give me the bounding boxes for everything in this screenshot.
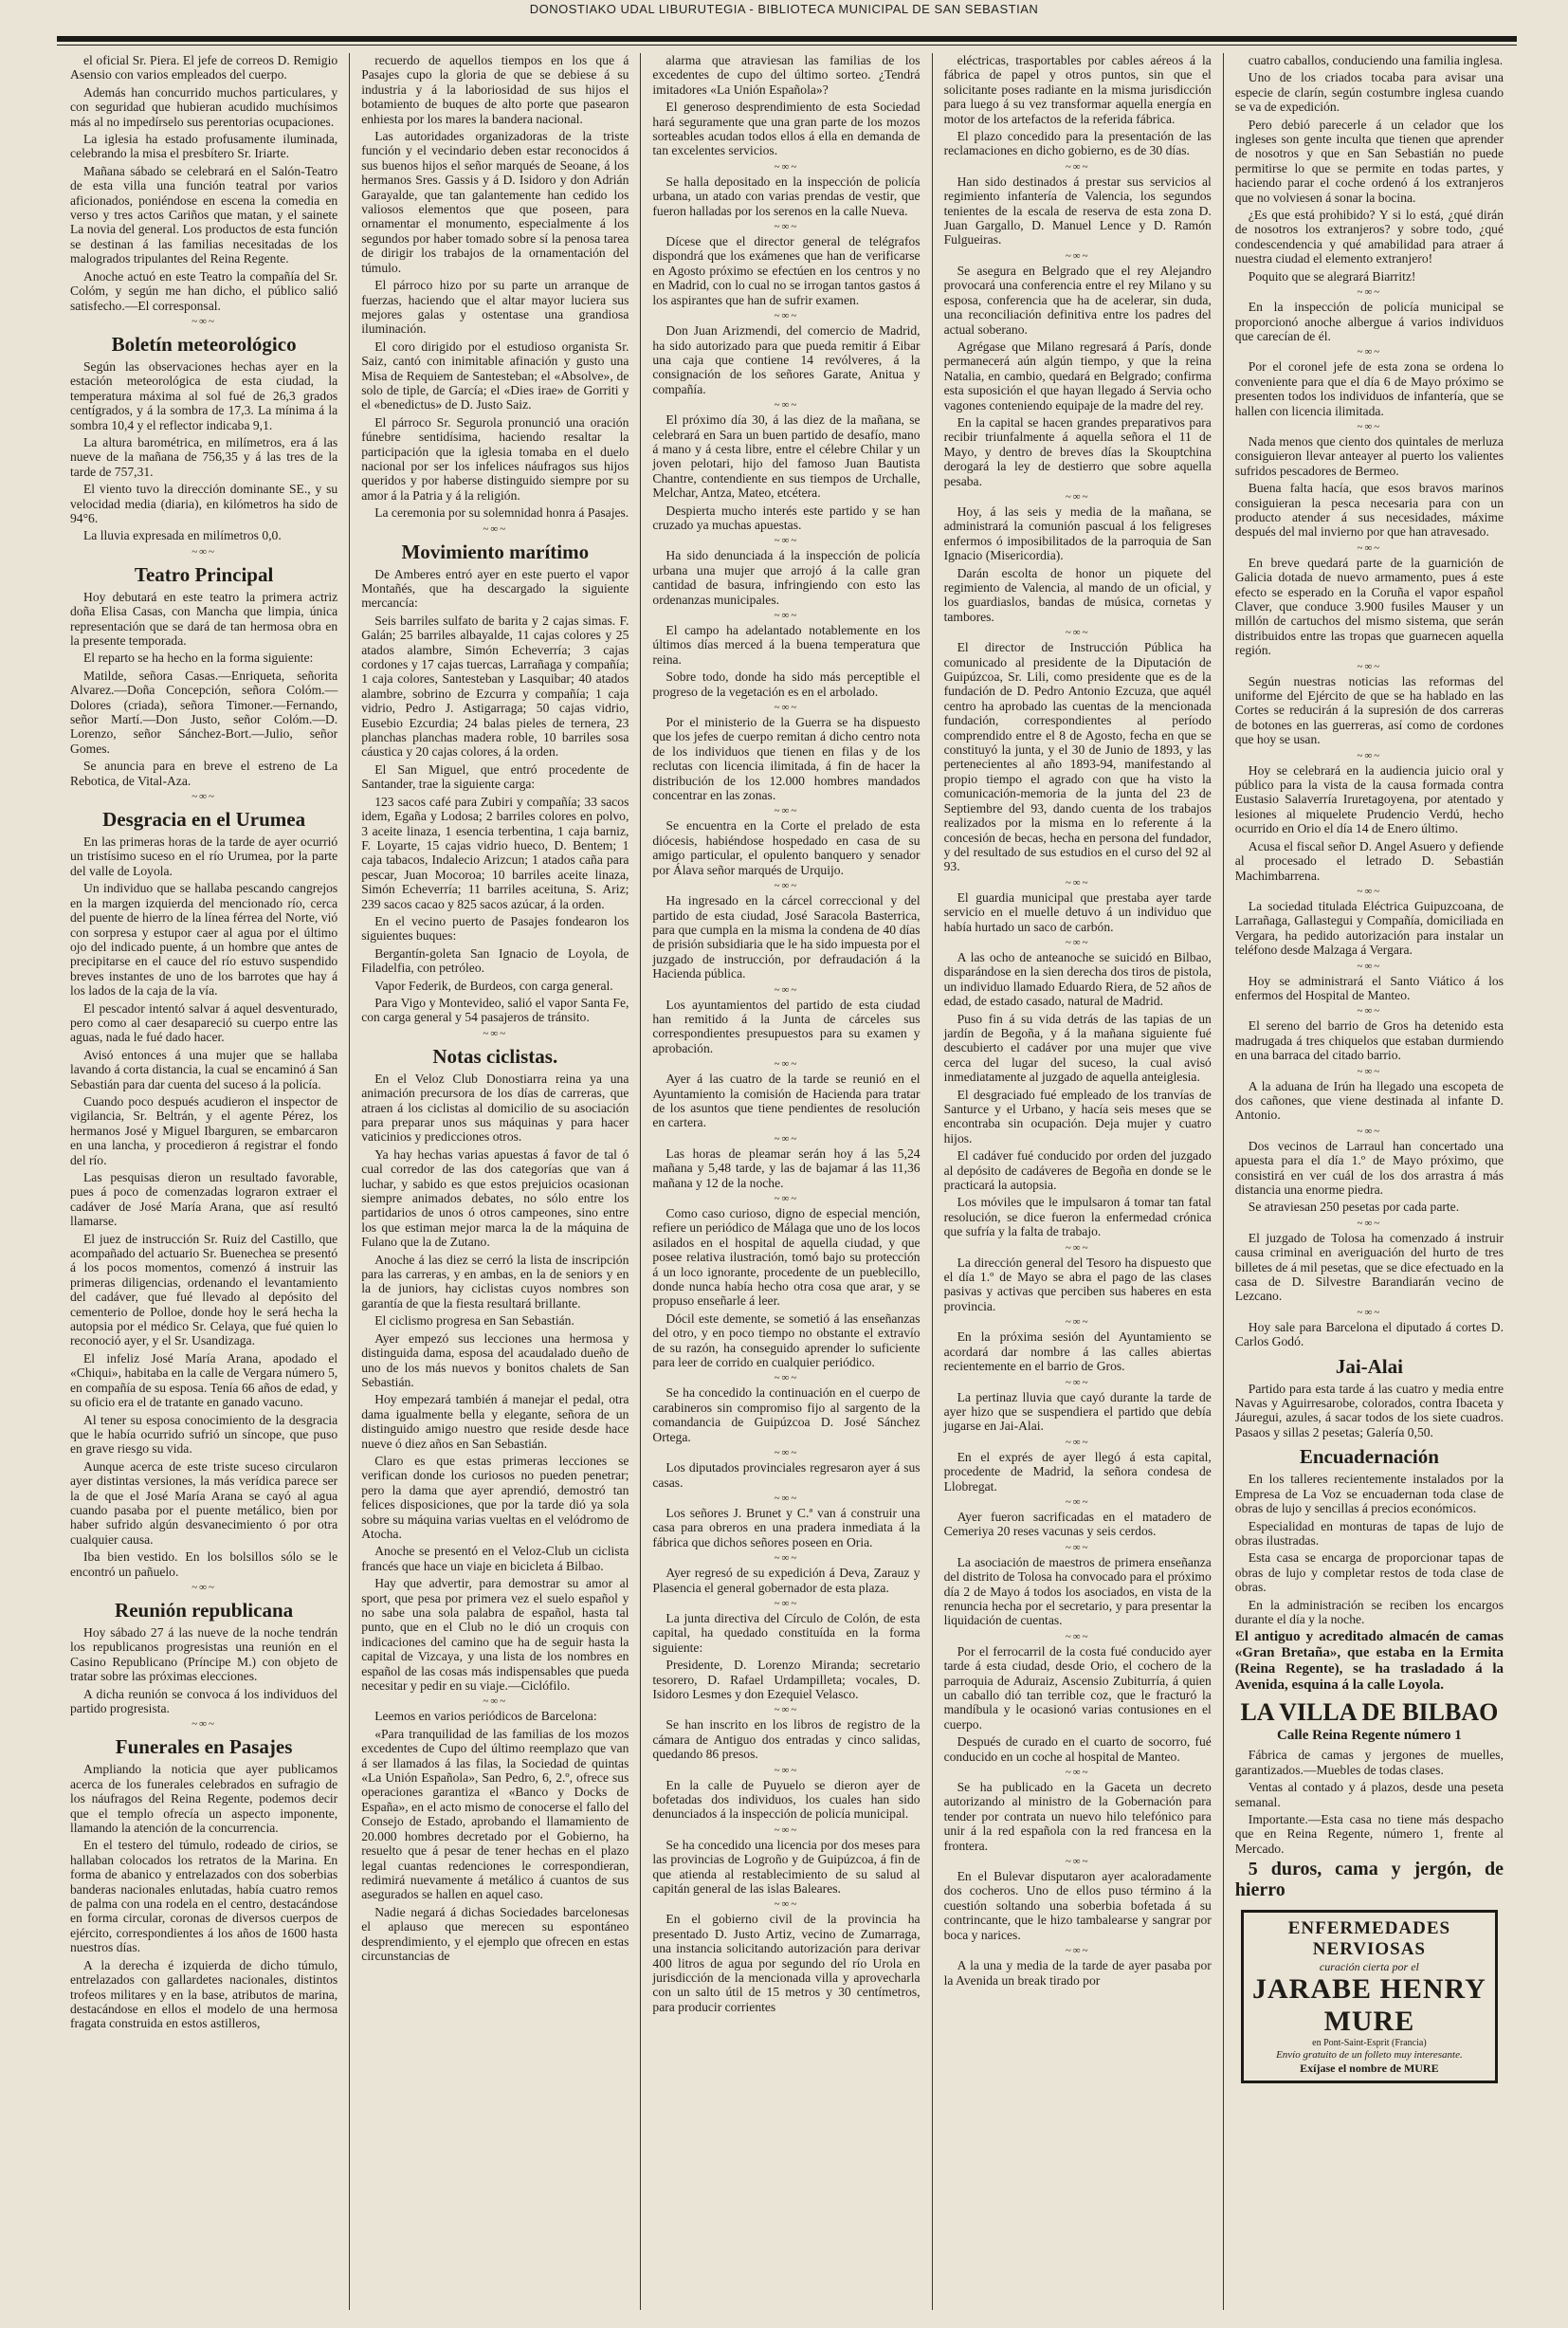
paragraph: En la próxima sesión del Ayuntamiento se acordará dar nombre á las calles abiertas recientemente en el barrio de Gros. bbox=[943, 1329, 1212, 1374]
paragraph: Hoy se administrará el Santo Viático á los enfermos del Hospital de Manteo. bbox=[1234, 973, 1504, 1002]
columns bbox=[59, 53, 1515, 2310]
paragraph: El reparto se ha hecho en la forma siguiente: bbox=[83, 651, 314, 666]
paragraph: Se anuncia para en breve el estreno de La Rebotica, de Vital-Aza. bbox=[70, 759, 338, 788]
paragraph: cuatro caballos, conduciendo una familia inglesa. bbox=[1248, 53, 1504, 67]
separator: ~∞~ bbox=[1357, 885, 1382, 897]
paragraph: Claro es que estas primeras lecciones se verifican donde los curiosos no pueden penetrar; pero la dama que ayer aprendió, demostró tan felices disposiciones, que por la tarde dió ya sola sobre su máquina varias vueltas en el velódromo de Atocha. bbox=[361, 1453, 629, 1541]
paragraph: Se ha publicado en la Gaceta un decreto autorizando al ministro de la Gobernación para tender por contrata un nuevo hilo telefónico para unir á la red española con la red francesa en la frontera. bbox=[943, 1780, 1212, 1853]
paragraph: En el Veloz Club Donostiarra reina ya una animación precursora de los días de carreras, que atraen á los ciclistas al domicilio de su asociación para preparar unos sus máquinas y para hacer vaticinios y predicciones otros. bbox=[361, 1071, 629, 1145]
paragraph: A dicha reunión se convoca á los individuos del partido progresista. bbox=[70, 1686, 338, 1715]
separator: ~∞~ bbox=[774, 1193, 799, 1204]
separator: ~∞~ bbox=[774, 160, 799, 173]
paragraph: Darán escolta de honor un piquete del regimiento de Valencia, al mando de un oficial, y los guardiaslos, bandas de música, cornetas y tambores. bbox=[943, 565, 1212, 624]
paragraph: Hoy sábado 27 á las nueve de la noche tendrán los republicanos progresistas una reunión en el Casino Republicano (Príncipe M.) con objeto de tratar sobre las próximas elecciones. bbox=[70, 1624, 338, 1684]
paragraph: Al tener su esposa conocimiento de la desgracia que le había ocurrido sufrió un síncope, que puso en grave riesgo su vida. bbox=[70, 1412, 338, 1457]
paragraph: Bergantín-goleta San Ignacio de Loyola, de Filadelfia, con petróleo. bbox=[361, 945, 629, 976]
paragraph: Después de curado en el cuarto de socorro, fué conducido en un coche al hospital de Manteo. bbox=[943, 1734, 1212, 1764]
separator: ~∞~ bbox=[774, 310, 799, 322]
paragraph: Leemos en varios periódicos de Barcelona: bbox=[374, 1709, 597, 1724]
paragraph: Iba bien vestido. En los bolsillos sólo se le encontró un pañuelo. bbox=[70, 1549, 338, 1579]
paragraph: El párroco hizo por su parte un arranque de fuerzas, haciendo que el altar mayor luciera sus mejores galas y ostentase una grandiosa iluminación. bbox=[361, 278, 629, 337]
separator: ~∞~ bbox=[774, 1552, 799, 1565]
paragraph: El próximo día 30, á las diez de la mañana, se celebrará en Sara un buen partido de desafío, mano á mano y á cesta libre, entre el célebre Chilar y un joven pelotari, hijo del famoso Juan Bautista Chantre, contendiente en sus tiempos de Urchalle, Melchar, Antza, Mateo, etcétera. bbox=[652, 412, 921, 501]
paragraph: Se halla depositado en la inspección de policía urbana, un atado con varias prendas de vestir, que fueron halladas por los serenos en la calle Nueva. bbox=[652, 174, 921, 218]
separator: ~∞~ bbox=[191, 791, 216, 803]
paragraph: El infeliz José María Arana, apodado el «Chiqui», habitaba en la calle de Vergara número 5, en compañía de su esposa. Tenía 66 años de edad, y su oficio era el de tratante en ganado vacuno. bbox=[70, 1350, 338, 1410]
jarabe-headline: ENFERMEDADES NERVIOSAS bbox=[1287, 1918, 1451, 1960]
paragraph: Ha sido denunciada á la inspección de policía urbana una mujer que arrojó á la calle gran cantidad de basura, infringiendo con esto las ordenanzas municipales. bbox=[652, 548, 921, 607]
paragraph: Ampliando la noticia que ayer publicamos acerca de los funerales celebrados en sufragio de los náufragos del Reina Regente, podemos decir que el templo ofrecía un aspecto imponente, llamando la atención de la concurrencia. bbox=[70, 1762, 338, 1836]
separator: ~∞~ bbox=[774, 1704, 799, 1716]
paragraph: Se atraviesan 250 pesetas por cada parte. bbox=[1248, 1200, 1460, 1215]
paragraph: El San Miguel, que entró procedente de Santander, trae la siguiente carga: bbox=[361, 761, 629, 792]
paragraph: Los señores J. Brunet y C.ª van á construir una casa para obreros en una pradera inmediata á la fábrica que dichos señores poseen en Oria. bbox=[652, 1505, 921, 1549]
paragraph: Por el coronel jefe de esta zona se ordena lo conveniente para que el día 6 de Mayo próximo se presenten todos los individuos de infantería, que se hallen con licencia ilimitada. bbox=[1234, 359, 1504, 418]
separator: ~∞~ bbox=[1357, 1217, 1382, 1229]
separator: ~∞~ bbox=[1065, 1945, 1090, 1957]
column-5 bbox=[1224, 53, 1515, 2310]
paragraph: Según nuestras noticias las reformas del uniforme del Ejército de que se ha hablado en las Cortes se reducirán á la supresión de dos carreras de botones en las guerreras, así como de cordones que hoy se usan. bbox=[1234, 673, 1504, 747]
paragraph: En el testero del túmulo, rodeado de cirios, se hallaban colocados los retratos de la Marina. En forma de abanico y entrelazados con dos soberbias banderas nacionales enlutadas, había cuatro remos de palma con una rodela en el centro, destacándose en forma circular, coronas de diversos cuerpos de ejército, correspondientes á los años de 1600 hasta nuestros días. bbox=[70, 1838, 338, 1955]
paragraph: Despierta mucho interés este partido y se han cruzado ya muchas apuestas. bbox=[652, 503, 921, 532]
paragraph: Matilde, señora Casas.—Enriqueta, señorita Alvarez.—Doña Concepción, señora Colóm.—Dolores (criada), señora Timoner.—Fernando, señor Martí.—Don Justo, señor Colóm.—D. Lorenzo, señor Sánchez-Bort.—Julio, señor Gomes. bbox=[70, 668, 338, 756]
paragraph: Presidente, D. Lorenzo Miranda; secretario tesorero, D. Rafael Urdampilleta; vocales, D. Isidoro Lesmes y don Ezequiel Velasco. bbox=[652, 1658, 921, 1701]
paragraph: El juez de instrucción Sr. Ruiz del Castillo, que acompañado del actuario Sr. Buenechea se presentó á los pocos momentos, comenzó á instruir las primeras diligencias, ordenando el levantamiento del cadáver, que fué llevado al depósito del cementerio de Polloe, donde hoy le será hecha la autopsia por el médico Sr. Celaya, que fué quien lo reconoció ayer, y el Sr. Usandizaga. bbox=[70, 1231, 338, 1348]
paragraph: Aunque acerca de este triste suceso circularon ayer distintas versiones, la más verídica parece ser la de que el José María Arana se cayó al agua cuando pasaba por el puente metálico, bien por haber sufrido algún desvanecimiento ó por otra cualquier causa. bbox=[70, 1458, 338, 1547]
separator: ~∞~ bbox=[1065, 249, 1090, 262]
separator: ~∞~ bbox=[774, 1898, 799, 1911]
separator: ~∞~ bbox=[774, 1132, 799, 1145]
heading-movimiento: Movimiento marítimo bbox=[401, 540, 590, 563]
paragraph: La asociación de maestros de primera enseñanza del distrito de Tolosa ha convocado para el próximo día 2 de Mayo á todos los asociados, en vista de la renuncia hecha por el secretario, y para presentar la liquidación de cuentas. bbox=[943, 1554, 1212, 1628]
paragraph: Especialidad en monturas de tapas de lujo de obras ilustradas. bbox=[1234, 1518, 1504, 1548]
separator: ~∞~ bbox=[483, 522, 508, 535]
separator: ~∞~ bbox=[1065, 936, 1090, 948]
paragraph: Han sido destinados á prestar sus servicios al regimiento infantería de Valencia, los segundos tenientes de la escala de reserva de esta zona D. Juan Gargallo, D. Manuel Lence y D. Ramón Fulgueiras. bbox=[943, 174, 1212, 247]
heading-reunion: Reunión republicana bbox=[115, 1598, 294, 1622]
archive-header: DONOSTIAKO UDAL LIBURUTEGIA - BIBLIOTECA MUNICIPAL DE SAN SEBASTIAN bbox=[529, 2, 1039, 16]
paragraph: En el gobierno civil de la provincia ha presentado D. Justo Artiz, vecino de Zumarraga, una instancia solicitando autorización para derivar 400 litros de agua por segundo del río Urola en jurisdicción de la mencionada villa y aprovecharla con un salto útil de 15 metros y 30 centímetros, para producir corrientes bbox=[652, 1912, 921, 2014]
paragraph: «Para tranquilidad de las familias de los mozos excedentes de Cupo del último reemplazo que van á ser llamados á las filas, la Sociedad de quintas «La Unión Española», San Pedro, 6, 2.º, ofrece sus operaciones garantiza el «Banco y Docks de España», en el acto mismo de conocerse el fallo del Consejo de Estado, aprobando el llamamiento de 20.000 hombres decretado por el Gobierno, ha resuelto que á pesar de tener hechas en el plazo legal cuantas redenciones le correspondieran, redimirá nuevamente á metálico á cuantos de sus asegurados se hallen en aquel caso. bbox=[361, 1726, 629, 1902]
paragraph: En el vecino puerto de Pasajes fondearon los siguientes buques: bbox=[361, 913, 629, 944]
paragraph: El pescador intentó salvar á aquel desventurado, pero como al caer desapareció su cuerpo entre las aguas, nada le fué dado hacer. bbox=[70, 1000, 338, 1045]
paragraph: La dirección general del Tesoro ha dispuesto que el día 1.º de Mayo se abra el pago de las clases pasivas y activas que perciben sus haberes en esta provincia. bbox=[943, 1255, 1212, 1313]
paragraph: Hay que advertir, para demostrar su amor al sport, que pesa por primera vez el suelo español y no sabe una sola palabra de español, hasta tal punto, que en el Club no le dió un croquis con indicaciones del camino que ha de seguir hasta la capital de Vizcaya, y una lista de los nombres en español de las cosas más indispensables que pueda necesitar y pedir en su viaje.—Ciclófilo. bbox=[361, 1576, 629, 1694]
paragraph: En los talleres recientemente instalados por la Empresa de La Voz se encuadernan toda clase de obras de lujo y sencillas á precios económicos. bbox=[1234, 1472, 1504, 1516]
separator: ~∞~ bbox=[1065, 876, 1090, 889]
heading-encuadernacion: Encuadernación bbox=[1299, 1445, 1439, 1469]
heading-funerales: Funerales en Pasajes bbox=[115, 1735, 293, 1759]
separator: ~∞~ bbox=[1357, 660, 1382, 672]
separator: ~∞~ bbox=[774, 1764, 799, 1776]
paragraph: Dos vecinos de Larraul han concertado una apuesta para el día 1.º de Mayo próximo, que consistirá en ver cuál de los dos arrastra á más distancia una enorme piedra. bbox=[1234, 1138, 1504, 1197]
paragraph: Importante.—Esta casa no tiene más despacho que en Reina Regente, número 1, frente al Mercado. bbox=[1234, 1811, 1504, 1856]
paragraph: Anoche actuó en este Teatro la compañía del Sr. Colóm, y según me han dicho, el público salió satisfecho.—El corresponsal. bbox=[70, 268, 338, 313]
separator: ~∞~ bbox=[1065, 1316, 1090, 1329]
paragraph: Buena falta hacía, que esos bravos marinos consiguieran la pesca necesaria para con un producto atender á sus necesidades, máxime después del mal invierno por que han atravesado. bbox=[1234, 481, 1504, 540]
paragraph: Ha ingresado en la cárcel correccional y del partido de esta ciudad, José Saracola Basterrica, para que cumpla en la misma la condena de 40 días de prisión subsidiaria que le ha sido impuesta por el juzgado de instrucción, por defraudación á la Hacienda pública. bbox=[652, 893, 921, 981]
separator: ~∞~ bbox=[774, 1447, 799, 1459]
separator: ~∞~ bbox=[1357, 960, 1382, 972]
paragraph: En el exprés de ayer llegó á esta capital, procedente de Madrid, la señora condesa de Llobregat. bbox=[943, 1449, 1212, 1494]
paragraph: Hoy sale para Barcelona el diputado á cortes D. Carlos Godó. bbox=[1234, 1319, 1504, 1349]
paragraph: Puso fin á su vida detrás de las tapias de un jardín de Begoña, y á la mañana siguiente fué descubierto el cadáver por una mujer que vive cerca del lugar del suceso, la cual avisó inmediatamente al juzgado de aquella anteiglesia. bbox=[943, 1011, 1212, 1085]
paragraph: Dócil este demente, se sometió á las enseñanzas del otro, y en poco tiempo no obstante el extravío de su razón, ha conseguido aprender lo suficiente para leer de corrido en cualquier periódico. bbox=[652, 1311, 921, 1370]
separator: ~∞~ bbox=[774, 880, 799, 892]
paragraph: Se ha concedido una licencia por dos meses para las provincias de Logroño y de Guipúzcoa, á fin de que atienda al restablecimiento de su salud al capitán general de las islas Baleares. bbox=[652, 1837, 921, 1897]
jarabe-brand: JARABE HENRY MURE bbox=[1251, 1973, 1486, 2038]
paragraph: Partido para esta tarde á las cuatro y media entre Navas y Aguirresarobe, colorados, contra Ibaceta y Jáuregui, azules, á sacar todos de los siete cuadros. Pasaos y sillas 2 pesetas; Galería 0,50. bbox=[1234, 1381, 1504, 1439]
ad-jarabe-box bbox=[1241, 1910, 1498, 2083]
paragraph: El sereno del barrio de Gros ha detenido esta madrugada á tres chiquelos que estaban durmiendo en una barraca del citado barrio. bbox=[1234, 1018, 1504, 1063]
paragraph: El generoso desprendimiento de esta Sociedad hará seguramente que una gran parte de los mozos sorteables acudan todos ellos á ella en demanda de tan excelentes servicios. bbox=[652, 100, 921, 158]
separator: ~∞~ bbox=[1065, 160, 1090, 173]
separator: ~∞~ bbox=[1065, 1541, 1090, 1553]
paragraph: Pero debió parecerle á un celador que los ingleses son gente inculta que tienen que aprender de nosotros y que en San Sebastián no puede permitirse lo que se permite en todas partes, y haciendo parar el coche ordenó á los extranjeros que no volviesen á sonar la bocina. bbox=[1234, 117, 1504, 205]
paragraph: A la una y media de la tarde de ayer pasaba por la Avenida un break tirado por bbox=[943, 1958, 1212, 1988]
paragraph: La lluvia expresada en milímetros 0,0. bbox=[83, 528, 282, 543]
paragraph: Se asegura en Belgrado que el rey Alejandro provocará una conferencia entre el rey Milano y su esposa, conferencia que ha de acelerar, sin duda, una reconciliación definitiva entre los padres del actual soberano. bbox=[943, 263, 1212, 337]
paragraph: Avisó entonces á una mujer que se hallaba lavando á corta distancia, la cual se encaminó á San Sebastián para dar cuenta del suceso á la policía. bbox=[70, 1047, 338, 1091]
paragraph: A las ocho de anteanoche se suicidó en Bilbao, disparándose en la sien derecha dos tiros de pistola, un individuo llamado Eduardo Riera, de 52 años de edad, de estado casado, natural de Madrid. bbox=[943, 949, 1212, 1009]
paragraph: Se han inscrito en los libros de registro de la cámara de Antiguo dos entradas y cinco salidas, quedando 86 presos. bbox=[652, 1717, 921, 1762]
paragraph: Además han concurrido muchos particulares, y con seguridad que hubieran acudido muchísimos más al no impedírselo sus perentorias ocupaciones. bbox=[70, 84, 338, 129]
ad-villa-title: LA VILLA DE BILBAO bbox=[1240, 1698, 1499, 1727]
separator: ~∞~ bbox=[774, 610, 799, 621]
separator: ~∞~ bbox=[774, 805, 799, 817]
separator: ~∞~ bbox=[1357, 1306, 1382, 1318]
separator: ~∞~ bbox=[1065, 1630, 1090, 1642]
paragraph: En la capital se hacen grandes preparativos para recibir triunfalmente á aquella señora el 11 de Mayo, y dentro de breves días la Skouptchina derogará la ley de destierro que sobre aquella pesaba. bbox=[943, 414, 1212, 488]
separator: ~∞~ bbox=[1065, 1376, 1090, 1388]
paragraph: Ayer empezó sus lecciones una hermosa y distinguida dama, esposa del acaudalado dueño de uno de los más nuevos y bonitos chalets de San Sebastián. bbox=[361, 1330, 629, 1389]
column-3 bbox=[641, 53, 932, 2310]
jarabe-note: Envío gratuito de un folleto muy interesante. bbox=[1276, 2049, 1463, 2062]
paragraph: El cadáver fué conducido por orden del juzgado al depósito de cadáveres de Begoña en donde se le practicará la autopsia. bbox=[943, 1148, 1212, 1193]
ad-villa-price: 5 duros, cama y jergón, de hierro bbox=[1234, 1859, 1504, 1901]
paragraph: Cuando poco después acudieron el inspector de vigilancia, Sr. Beltrán, y el agente Pérez, los hermanos José y Miguel Ibarguren, se embarcaron en una lancha, y procedieron á registrar el fondo del río. bbox=[70, 1093, 338, 1167]
ad-villa-subtitle: Calle Reina Regente número 1 bbox=[1277, 1728, 1462, 1744]
separator: ~∞~ bbox=[774, 1372, 799, 1384]
separator: ~∞~ bbox=[1357, 420, 1382, 432]
separator: ~∞~ bbox=[774, 1824, 799, 1836]
paragraph: Anoche á las diez se cerró la lista de inscripción para las carreras, y en ambas, en la de seniors y en la de juniors, hay ciclistas cuyos nombres son garantía de que la fiesta resultará brillante. bbox=[361, 1252, 629, 1311]
column-1 bbox=[59, 53, 350, 2310]
paragraph: Hoy se celebrará en la audiencia juicio oral y público para la vista de la causa formada contra Eustasio Salaverría Iruretagoyena, por atentado y lesiones al miquelete Prudencio Verdú, hecho ocurrido en Orio el día 14 de Enero último. bbox=[1234, 762, 1504, 836]
separator: ~∞~ bbox=[774, 983, 799, 996]
paragraph: En las primeras horas de la tarde de ayer ocurrió un tristísimo suceso en el río Urumea, por la parte del valle de Loyola. bbox=[70, 834, 338, 878]
separator: ~∞~ bbox=[1065, 1241, 1090, 1254]
paragraph: El juzgado de Tolosa ha comenzado á instruir causa criminal en averiguación del hurto de tres billetes de á mil pesetas, que se dice efectuado en la casa de D. Silvestre Barandiarán vecino de Lezcano. bbox=[1234, 1230, 1504, 1304]
jarabe-line: curación cierta por el bbox=[1319, 1960, 1419, 1974]
paragraph: La sociedad titulada Eléctrica Guipuzcoana, de Larrañaga, Gallastegui y Compañía, domiciliada en Vergara, ha pedido autorización para instalar un teléfono desde Malzaga á Vergara. bbox=[1234, 898, 1504, 958]
separator: ~∞~ bbox=[1357, 346, 1382, 358]
paragraph: En el Bulevar disputaron ayer acaloradamente dos cocheros. Uno de ellos puso término á la cuestión soltando una soberbia bofetada á su contrincante, que le hizo tambalearse y sangrar por boca y narices. bbox=[943, 1869, 1212, 1942]
ad-gran-bretana: El antiguo y acreditado almacén de camas «Gran Bretaña», que estaba en la Ermita (Reina Regente), se ha trasladado á la Avenida, esquina á la calle Loyola. bbox=[1234, 1629, 1504, 1694]
paragraph: Las pesquisas dieron un resultado favorable, pues á poco de comenzadas lograron extraer el cadáver de José María Arana, que así resultó llamarse. bbox=[70, 1170, 338, 1229]
paragraph: Ayer regresó de su expedición á Deva, Zarauz y Plasencia el general gobernador de esta plaza. bbox=[652, 1566, 921, 1595]
heading-boletin: Boletín meteorológico bbox=[111, 332, 297, 356]
separator: ~∞~ bbox=[191, 1581, 216, 1593]
separator: ~∞~ bbox=[1065, 490, 1090, 503]
paragraph: Mañana sábado se celebrará en el Salón-Teatro de esta villa una función teatral por varios aficionados, poniéndose en escena la comedia en verso y tres actos Cariños que matan, y el sainete La novia del general. Los productos de esta función se destinan á las familias necesitadas de los malogrados tripulantes del Reina Regente. bbox=[70, 163, 338, 266]
separator: ~∞~ bbox=[1357, 1005, 1382, 1017]
heading-jai-alai: Jai-Alai bbox=[1335, 1354, 1403, 1378]
separator: ~∞~ bbox=[1357, 1065, 1382, 1077]
paragraph: Los móviles que le impulsaron á tomar tan fatal resolución, se dice fueron la enfermedad crónica que sufría y la falta de trabajo. bbox=[943, 1195, 1212, 1239]
paragraph: Las horas de pleamar serán hoy á las 5,24 mañana y 5,48 tarde, y las de bajamar á las 11,36 mañana y 12 de la noche. bbox=[652, 1146, 921, 1190]
jarabe-location: en Pont-Saint-Esprit (Francia) bbox=[1312, 2038, 1427, 2049]
paragraph: De Amberes entró ayer en este puerto el vapor Montañés, que ha descargado la siguiente mercancía: bbox=[361, 566, 629, 611]
paragraph: En la calle de Puyuelo se dieron ayer de bofetadas dos individuos, los cuales han sido denunciados á la inspección de policía municipal. bbox=[652, 1777, 921, 1822]
paragraph: recuerdo de aquellos tiempos en los que á Pasajes cupo la gloria de que se debiese á su industria y á la laboriosidad de sus hijos el botamiento de buques de alto porte que pasearon enhiesta por los mares la bandera nacional. bbox=[361, 53, 629, 126]
paragraph: La ceremonia por su solemnidad honra á Pasajes. bbox=[374, 505, 629, 521]
jarabe-footer: Exíjase el nombre de MURE bbox=[1300, 2062, 1439, 2076]
separator: ~∞~ bbox=[774, 399, 799, 412]
paragraph: Poquito que se alegrará Biarritz! bbox=[1248, 268, 1416, 284]
paragraph: Para Vigo y Montevideo, salió el vapor Santa Fe, con carga general y 54 pasajeros de tránsito. bbox=[361, 995, 629, 1025]
separator: ~∞~ bbox=[774, 1597, 799, 1609]
paragraph: Por el ministerio de la Guerra se ha dispuesto que los jefes de cuerpo remitan á dicho centro nota de los individuos que tienen en filas y de los reclutas con licencia ilimitada, á fin de hacer la distribución de los 12.000 hombres mandados concentrar en las zonas. bbox=[652, 715, 921, 803]
paragraph: Como caso curioso, digno de especial mención, refiere un periódico de Málaga que uno de los locos asilados en el hospital de aquella ciudad, y que posee relativa ilustración, tomó bajo su protección á un loco ignorante, procedente de un pueblecillo, donde nunca había hecho otra cosa que arar, y se propuso enseñarle á leer. bbox=[652, 1206, 921, 1309]
paragraph: Ayer fueron sacrificadas en el matadero de Cemeriya 20 reses vacunas y seis cerdos. bbox=[943, 1509, 1212, 1539]
separator: ~∞~ bbox=[483, 1027, 508, 1039]
paragraph: La iglesia ha estado profusamente iluminada, celebrando la misa el presbítero Sr. Iriarte. bbox=[70, 132, 338, 161]
paragraph: Vapor Federik, de Burdeos, con carga general. bbox=[374, 978, 613, 993]
paragraph: Los ayuntamientos del partido de esta ciudad han remitido á la Junta de cárceles sus correspondientes presupuestos para su examen y aprobación. bbox=[652, 997, 921, 1055]
heading-teatro: Teatro Principal bbox=[134, 562, 274, 586]
paragraph: La pertinaz lluvia que cayó durante la tarde de ayer hizo que se suspendiera el partido que debía jugarse en Jai-Alai. bbox=[943, 1389, 1212, 1434]
paragraph: Se ha concedido la continuación en el cuerpo de carabineros sin compromiso fijo al sargento de la comandancia de Guipúzcoa D. José Sánchez Ortega. bbox=[652, 1385, 921, 1444]
separator: ~∞~ bbox=[1357, 749, 1382, 761]
paragraph: En la administración se reciben los encargos durante el día y la noche. bbox=[1234, 1597, 1504, 1626]
paragraph: Los diputados provinciales regresaron ayer á sus casas. bbox=[652, 1460, 921, 1490]
paragraph: El campo ha adelantado notablemente en los últimos días merced á la buena temperatura que reina. bbox=[652, 623, 921, 667]
paragraph: En la inspección de policía municipal se proporcionó anoche albergue á varios individuos que carecían de él. bbox=[1234, 300, 1504, 343]
paragraph: ¿Es que está prohibido? Y si lo está, ¿qué dirán de nosotros los extranjeros? y sobre todo, ¿qué condescendencia y qué amabilidad para atraer á nuestra ciudad el elemento extranjero! bbox=[1234, 208, 1504, 266]
paragraph: El párroco Sr. Segurola pronunció una oración fúnebre sentidísima, haciendo resaltar la participación que la iglesia tomaba en el duelo nacional por ser los infelices náufragos sus hijos queridos y por haberse distinguido siempre por su amor á la Patria y á la religión. bbox=[361, 414, 629, 503]
separator: ~∞~ bbox=[1357, 1125, 1382, 1137]
paragraph: Ayer á las cuatro de la tarde se reunió en el Ayuntamiento la comisión de Hacienda para tratar de los asuntos que tiene pendientes de resolución en cartera. bbox=[652, 1072, 921, 1130]
paragraph: Hoy, á las seis y media de la mañana, se administrará la comunión pascual á los feligreses enfermos ó imposibilitados de la parroquia de San Ignacio (Misericordia). bbox=[943, 504, 1212, 563]
separator: ~∞~ bbox=[1065, 1495, 1090, 1508]
paragraph: En breve quedará parte de la guarnición de Galicia dotada de nuevo armamento, pues á este efecto se esperado en la Coruña el vapor español Claver, que conduce 3.900 fusiles Mauser y un millón de cartuchos del mismo sistema, que serán distribuidos entre las tropas que guarnecen aquella región. bbox=[1234, 555, 1504, 658]
heading-notas-ciclistas: Notas ciclistas. bbox=[432, 1044, 558, 1068]
separator: ~∞~ bbox=[191, 1718, 216, 1731]
paragraph: Dícese que el director general de telégrafos dispondrá que los exámenes que han de verificarse en Agosto próximo se efectúen en los centros y no en Madrid, con lo cual no se irrogan tantos gastos á los aspirantes que han de sufrir examen. bbox=[652, 234, 921, 307]
paragraph: Ventas al contado y á plazos, desde una peseta semanal. bbox=[1234, 1780, 1504, 1809]
paragraph: Ya hay hechas varias apuestas á favor de tal ó cual corredor de las dos categorías que van á luchar, y sabido es que estos prejuicios ocasionan siempre animados debates, no sólo entre los partidarios de unos ó otros campeones, sino entre los que estiman mejor marca la de la máquina de Fulano que la de Zutano. bbox=[361, 1146, 629, 1250]
heading-desgracia: Desgracia en el Urumea bbox=[102, 808, 306, 832]
separator: ~∞~ bbox=[774, 221, 799, 233]
paragraph: Hoy debutará en este teatro la primera actriz doña Elisa Casas, con Mancha que limpia, única representación que se dará de tan hermosa obra en la presente temporada. bbox=[70, 589, 338, 648]
column-2 bbox=[350, 53, 641, 2310]
separator: ~∞~ bbox=[191, 545, 216, 558]
paragraph: Esta casa se encarga de proporcionar tapas de obras de lujo y completar restos de toda clase de obras. bbox=[1234, 1550, 1504, 1595]
paragraph: El plazo concedido para la presentación de las reclamaciones en dicho gobierno, es de 30 días. bbox=[943, 129, 1212, 158]
paragraph: Nada menos que ciento dos quintales de merluza consiguieron llevar anteayer al puerto los valientes sufridos pescadores de Bermeo. bbox=[1234, 433, 1504, 478]
paragraph: Las autoridades organizadoras de la triste función y el vecindario deben estar reconocidos á sus buenos hijos el señor marqués de Seoane, á los hermanos Sres. Gassis y á D. Isidoro y don Adrián Garayalde, que tan galantemente han cedido los valiosos elementos que que poseen, para ornamentar el monumento, especialmente á los segundos por haber tomado sobre sí la penosa tarea de dirigir los trabajos de la ornamentación del túmulo. bbox=[361, 129, 629, 275]
separator: ~∞~ bbox=[774, 535, 799, 547]
paragraph: alarma que atraviesan las familias de los excedentes de cupo del último sorteo. ¿Tendrá imitadores «La Unión Española»? bbox=[652, 53, 921, 97]
separator: ~∞~ bbox=[1065, 1767, 1090, 1779]
separator: ~∞~ bbox=[774, 1492, 799, 1504]
paragraph: Don Juan Arizmendi, del comercio de Madrid, ha sido autorizado para que pueda remitir á Eibar una caja que contiene 14 revólveres, á la consignación de los señores Garate, Anitua y compañía. bbox=[652, 323, 921, 396]
paragraph: A la aduana de Irún ha llegado una escopeta de dos cañones, que viene destinada al infante D. Antonio. bbox=[1234, 1078, 1504, 1123]
separator: ~∞~ bbox=[1065, 1856, 1090, 1868]
separator: ~∞~ bbox=[191, 315, 216, 327]
top-rule bbox=[57, 36, 1517, 42]
paragraph: La altura barométrica, en milímetros, era á las nueve de la mañana de 756,35 y á las tres de la tarde de 757,31. bbox=[70, 434, 338, 479]
separator: ~∞~ bbox=[1065, 1436, 1090, 1448]
paragraph: El guardia municipal que prestaba ayer tarde servicio en el muelle detuvo á un individuo que había hurtado un saco de carbón. bbox=[943, 889, 1212, 934]
paragraph: El director de Instrucción Pública ha comunicado al presidente de la Diputación de Guipúzcoa, Sr. Lili, como presidente que es de la fundación de D. Pedro Antonio Ezcuza, que aquél centro ha aprobado las cuentas de la mencionada fundación, correspondientes al período comprendido entre el 8 de Agosto, fecha en que se constituyó la junta, y el 30 de Junio de 1893, y las pertenecientes al año 1893-94, manifestando al propio tiempo el agrado con que ha visto la comunicación-memoria de la junta del 23 de Septiembre del 93, dando cuenta de los trabajos realizados por la misma en lo referente á la concesión de becas, hecha en persona del fundador, y del resultado de sus estudios en el curso del 92 al 93. bbox=[943, 640, 1212, 874]
separator: ~∞~ bbox=[774, 1058, 799, 1071]
separator: ~∞~ bbox=[1357, 541, 1382, 554]
paragraph: Fábrica de camas y jergones de muelles, garantizados.—Muebles de todas clases. bbox=[1234, 1748, 1504, 1777]
paragraph: Anoche se presentó en el Veloz-Club un ciclista francés que hace un viaje en bicicleta á Bilbao. bbox=[361, 1544, 629, 1573]
top-rule-thin bbox=[57, 45, 1517, 46]
paragraph: Por el ferrocarril de la costa fué conducido ayer tarde á esta ciudad, desde Orio, el cochero de la parroquia de Aduraiz, Ascensio Zubiturría, á quien un caballo dió tan terrible coz, que le fracturó la mandíbula y le ocasionó varias contusiones en el cuerpo. bbox=[943, 1643, 1212, 1732]
column-4 bbox=[933, 53, 1224, 2310]
paragraph: El ciclismo progresa en San Sebastián. bbox=[374, 1313, 574, 1329]
paragraph: El viento tuvo la dirección dominante SE., y su velocidad media (diaria), en kilómetros ha sido de 94°6. bbox=[70, 482, 338, 525]
paragraph: El desgraciado fué empleado de los tranvías de Santurce y el Urbano, y hacía seis meses que se encontraba sin ocupación. Deja mujer y cuatro hijos. bbox=[943, 1087, 1212, 1146]
paragraph: 123 sacos café para Zubiri y compañía; 33 sacos idem, Egaña y Lodosa; 2 barriles colores en polvo, 3 aceite linaza, 1 esencia terbentina, 1 caja barniz, F. Loyarte, 15 cajas vidrio hueco, D. Bentem; 1 caja tabacos, Indalecio Arizcun; 1 atados caña para pescar, Juan Mocoroa; 10 barriles aceite linaza, Simón Echeverría; 11 barriles aceituna, S. Ariz; 239 sacos cacao y 825 sacos azúcar, á la orden. bbox=[361, 794, 629, 911]
paragraph: Uno de los criados tocaba para avisar una especie de clarín, según costumbre inglesa cuando se va de expedición. bbox=[1234, 70, 1504, 115]
paragraph: el oficial Sr. Piera. El jefe de correos D. Remigio Asensio con varios empleados del cuerpo. bbox=[70, 53, 338, 82]
paragraph: La junta directiva del Círculo de Colón, de esta capital, ha quedado constituída en la forma siguiente: bbox=[652, 1610, 921, 1655]
paragraph: El coro dirigido por el estudioso organista Sr. Saiz, cantó con inimitable afinación y gusto una Misa de Requiem de Santesteban; el «Absolve», de solo de tiple, de García; el «Dies irae» de Gorriti y el «benedictus» de D. Justo Saiz. bbox=[361, 339, 629, 412]
separator: ~∞~ bbox=[774, 702, 799, 714]
paragraph: Agrégase que Milano regresará á París, donde permanecerá aún algún tiempo, y que la reina Natalia, en cambio, quedará en Belgrado; confirma esta suposición el que hayan llegado á Servia ocho vagones conteniendo equipaje de la madre del rey. bbox=[943, 339, 1212, 412]
separator: ~∞~ bbox=[483, 1696, 508, 1708]
paragraph: Según las observaciones hechas ayer en la estación meteorológica de esta ciudad, la temperatura máxima al sol fué de 26,3 grados centígrados, y á la sombra de 17,3. La mínima á la sombra 10,4 y el reflector indicaba 9,1. bbox=[70, 358, 338, 432]
paragraph: Un individuo que se hallaba pescando cangrejos en la margen izquierda del mencionado río, cerca del puente de hierro de la línea férrea del Norte, vió con sorpresa y estupor caer al agua por el último ojo del indicado puente, á un hombre que antes de precipitarse en el cauce del río estuvo suspendido breves instantes de uno de los barrotes que hay á los lados de la caja de la vía. bbox=[70, 881, 338, 999]
paragraph: Hoy empezará también á manejar el pedal, otra dama igualmente bella y elegante, señora de un distinguido amigo nuestro que reside desde hace nueve ó diez años en San Sebastián. bbox=[361, 1392, 629, 1451]
paragraph: Acusa el fiscal señor D. Angel Asuero y defiende al procesado el letrado D. Sebastián Machimbarrena. bbox=[1234, 838, 1504, 883]
paragraph: Se encuentra en la Corte el prelado de esta diócesis, habiéndose hospedado en casa de su amigo particular, el opulento banquero y senador por Álava señor marqués de Urquijo. bbox=[652, 818, 921, 877]
separator: ~∞~ bbox=[1357, 286, 1382, 299]
paragraph: A la derecha é izquierda de dicho túmulo, entrelazados con gallardetes nacionales, distintos trofeos militares y en la base, atributos de marina, destacándose en ellos el modelo de una hermosa fragata construida en estos astilleros, bbox=[70, 1957, 338, 2031]
separator: ~∞~ bbox=[1065, 627, 1090, 639]
paragraph: eléctricas, trasportables por cables aéreos á la fábrica de papel y otros puntos, sin que el solicitante poses radiante en la misma jurisdicción para luego á su vez transformar aquella energía en motor de los artefactos de la referida fábrica. bbox=[943, 53, 1212, 126]
paragraph: Sobre todo, donde ha sido más perceptible el progreso de la vegetación es en el arbolado. bbox=[652, 669, 921, 699]
paragraph: Nadie negará á dichas Sociedades barcelonesas el aplauso que merecen su espontáneo desprendimiento, y el ejemplo que ofrecen en estas circunstancias de bbox=[361, 1904, 629, 1963]
paragraph: Seis barriles sulfato de barita y 2 cajas simas. F. Galán; 25 barriles albayalde, 11 cajas colores y 25 atados alambre, Simón Echeverría; 3 cajas cordones y 17 cajas tuercas, Larrañaga y compañía; 1 caja colores, Santesteban y Lasquibar; 40 atados alambre, sobrino de Ezcurra y compañía; 1 caja vidrio, Pedro J. Astigarraga; 50 cajas vidrio, Eusebio Ezcurdia; 24 balas pieles de ternera, 23 planchas planchas madera roble, 10 barriles sosa cáustica y 20 cajas colores, á la orden. bbox=[361, 613, 629, 760]
